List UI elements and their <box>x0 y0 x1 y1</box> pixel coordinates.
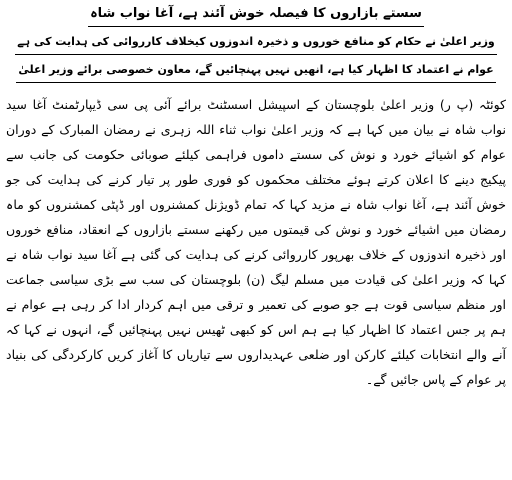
headline-3: عوام نے اعتماد کا اظہار کیا ہے، انھیں نہیں پہنچائیں گے، معاون خصوصی برائے وزیر اعلیٰ <box>16 59 495 83</box>
headline-1: سستے بازاروں کا فیصلہ خوش آئند ہے، آغا نواب شاہ <box>88 3 424 27</box>
headline-block <box>6 2 506 86</box>
article-body: کوئٹہ (پ ر) وزیر اعلیٰ بلوچستان کے اسپیشل اسسٹنٹ برائے آئی پی سی ڈیپارٹمنٹ آغا سید نواب شاہ نے بیان میں کہا ہے کہ وزیر اعلیٰ نواب ثناء اللہ زہری نے رمضان المبارک کے دوران عوام کو اشیائے خورد و نوش کی سستے داموں فراہمی کیلئے صوبائی حکومت کی جانب سے پیکیج دینے کا اعلان کرتے ہوئے مختلف محکموں کو فوری طور پر تیار کرنے کی ہدایت کی جو خوش آئند ہے، آغا نواب شاہ نے مزید کہا کہ تمام ڈویژنل کمشنروں اور ڈپٹی کمشنروں کو ماہ رمضان میں اشیائے خورد و نوش کی قیمتوں میں رکھنے سستے بازاروں کے انعقاد، منافع خوروں اور ذخیرہ اندوزوں کے خلاف بھرپور کارروائی کرنے کی ہدایت کی گئی ہے آغا سید نواب شاہ نے کہا کہ وزیر اعلیٰ کی قیادت میں مسلم لیگ (ن) بلوچستان کی سب سے بڑی سیاسی جماعت اور منظم سیاسی قوت ہے جو صوبے کی تعمیر و ترقی میں اہم کردار ادا کر رہی ہے عوام نے ہم پر جس اعتماد کا اظہار کیا ہے ہم اس کو کبھی ٹھیس نہیں پہنچائیں گے، انہوں نے کہا کہ آنے والے انتخابات کیلئے کارکن اور ضلعی عہدیداروں سے تیاریاں کا آغاز کریں کارکردگی کی بنیاد پر عوام کے پاس جائیں گے۔ <box>6 97 506 387</box>
headline-2: وزیر اعلیٰ نے حکام کو منافع خوروں و ذخیرہ اندوزوں کیخلاف کارروائی کی ہدایت کی ہے <box>15 31 497 55</box>
